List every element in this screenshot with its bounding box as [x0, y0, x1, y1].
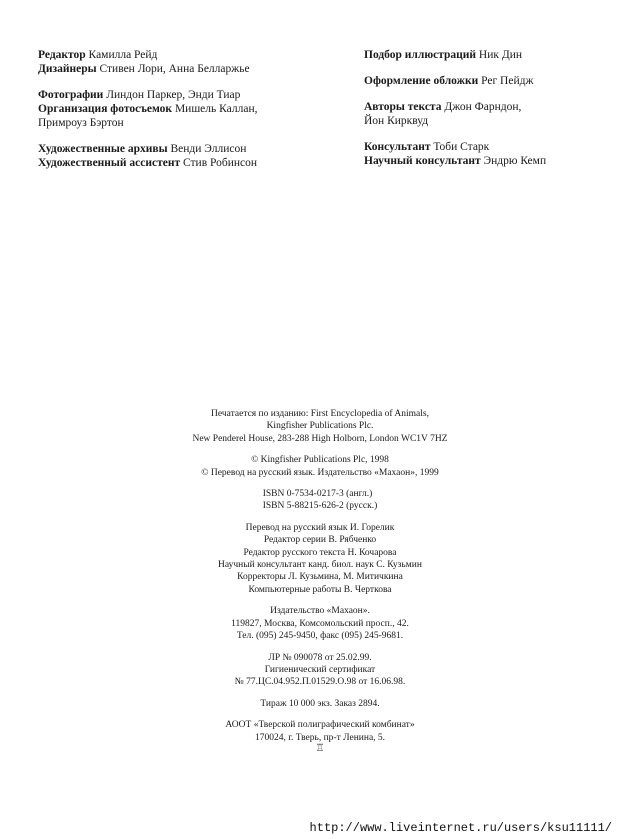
credit-block	[364, 100, 614, 128]
publisher-line: 119827, Москва, Комсомольский просп., 42.	[231, 618, 409, 629]
credit-role: Научный консультант	[364, 155, 481, 167]
credits-left-column	[38, 48, 338, 182]
credit-block	[38, 48, 338, 76]
credit-name: Джон Фарндон,	[444, 101, 522, 113]
source-line: Печатается по изданию: First Encyclopedia of Animals,	[211, 409, 429, 419]
source-edition-block	[150, 408, 490, 445]
isbn-line: ISBN 0-7534-0217-3 (англ.)	[262, 489, 373, 500]
credit-name: Камилла Рейд	[88, 49, 158, 61]
copyright-line: © Kingfisher Publications Plc, 1998	[251, 455, 389, 466]
publisher-line: Тел. (095) 245-9450, факс (095) 245-9681.	[236, 631, 404, 642]
credit-role: Художественные архивы	[38, 143, 168, 155]
credit-role: Подбор иллюстраций	[364, 49, 477, 61]
isbn-block	[150, 488, 490, 513]
credit-line	[38, 102, 338, 116]
printer-mark-icon: ♖	[315, 742, 325, 754]
credit-role: Оформление обложки	[364, 75, 479, 87]
license-line: ЛР № 090078 от 25.02.99.	[268, 652, 372, 663]
credit-line	[38, 88, 338, 102]
credit-line	[364, 154, 614, 168]
credit-role: Организация фотосъемок	[38, 103, 173, 115]
credit-name: Линдон Паркер, Энди Тиар	[106, 89, 241, 101]
license-line: Гигиенический сертификат	[264, 664, 376, 675]
credits-right-column	[364, 48, 614, 180]
credit-name: Йон Кирквуд	[364, 115, 429, 127]
credit-role: Художественный ассистент	[38, 157, 181, 169]
source-line: New Penderel House, 283-288 High Holborn, London WC1V 7HZ	[192, 433, 448, 444]
credit-name: Рег Пейдж	[481, 75, 534, 87]
staff-line: Перевод на русский язык И. Горелик	[245, 522, 395, 533]
publisher-line: Издательство «Махаон».	[270, 606, 370, 617]
publisher-block	[150, 605, 490, 642]
staff-block	[150, 522, 490, 596]
printer-block	[150, 719, 490, 754]
credit-block	[364, 74, 614, 88]
license-line: № 77.ЦС.04.952.П.01529.О.98 от 16.06.98.	[234, 677, 406, 688]
copyright-block	[150, 454, 490, 479]
watermark-url: http://www.liveinternet.ru/users/ksu11111/	[309, 821, 612, 835]
credit-role: Консультант	[364, 141, 431, 153]
credit-name: Тоби Старк	[433, 141, 490, 153]
credit-block	[38, 88, 338, 130]
credit-line	[38, 48, 338, 62]
license-block	[150, 652, 490, 689]
credit-line	[38, 62, 338, 76]
print-run-block	[150, 698, 490, 710]
credit-line	[38, 116, 338, 130]
credit-line	[364, 140, 614, 154]
credit-block	[38, 142, 338, 170]
credit-name: Ник Дин	[478, 49, 522, 61]
credit-block	[364, 140, 614, 168]
credit-role: Редактор	[38, 49, 86, 61]
credit-role: Авторы текста	[364, 101, 442, 113]
credit-name: Примроуз Бэртон	[38, 117, 124, 129]
staff-line: Корректоры Л. Кузьмина, М. Митичкина	[237, 572, 403, 583]
credit-line	[364, 48, 614, 62]
isbn-list	[263, 488, 378, 513]
printer-line: АООТ «Тверской полиграфический комбинат»	[225, 720, 415, 731]
staff-line: Редактор серии В. Рябченко	[263, 535, 377, 546]
credit-name: Эндрю Кемп	[483, 155, 547, 167]
credit-name: Стивен Лори, Анна Белларжье	[99, 63, 250, 75]
credit-block	[364, 48, 614, 62]
imprint-section	[150, 408, 490, 763]
credit-line	[38, 156, 338, 170]
credit-line	[38, 142, 338, 156]
isbn-line: ISBN 5-88215-626-2 (русск.)	[262, 501, 378, 512]
source-line: Kingfisher Publications Plc.	[266, 421, 374, 432]
credit-role: Дизайнеры	[38, 63, 97, 75]
credit-name: Мишель Каллан,	[174, 103, 258, 115]
credit-line	[364, 74, 614, 88]
staff-line: Редактор русского текста Н. Кочарова	[243, 547, 397, 558]
credit-name: Стив Робинсон	[183, 157, 258, 169]
credit-line	[364, 114, 614, 128]
credit-name: Венди Эллисон	[170, 143, 247, 155]
copyright-line: © Перевод на русский язык. Издательство «Махаон», 1999	[201, 467, 439, 478]
staff-line: Компьютерные работы В. Черткова	[248, 584, 392, 595]
credit-role: Фотографии	[38, 89, 104, 101]
print-run-line: Тираж 10 000 экз. Заказ 2894.	[260, 698, 380, 709]
printer-line: 170024, г. Тверь, пр-т Ленина, 5.	[254, 732, 386, 743]
credit-line	[364, 100, 614, 114]
staff-line: Научный консультант канд. биол. наук С. Кузьмин	[218, 560, 422, 571]
